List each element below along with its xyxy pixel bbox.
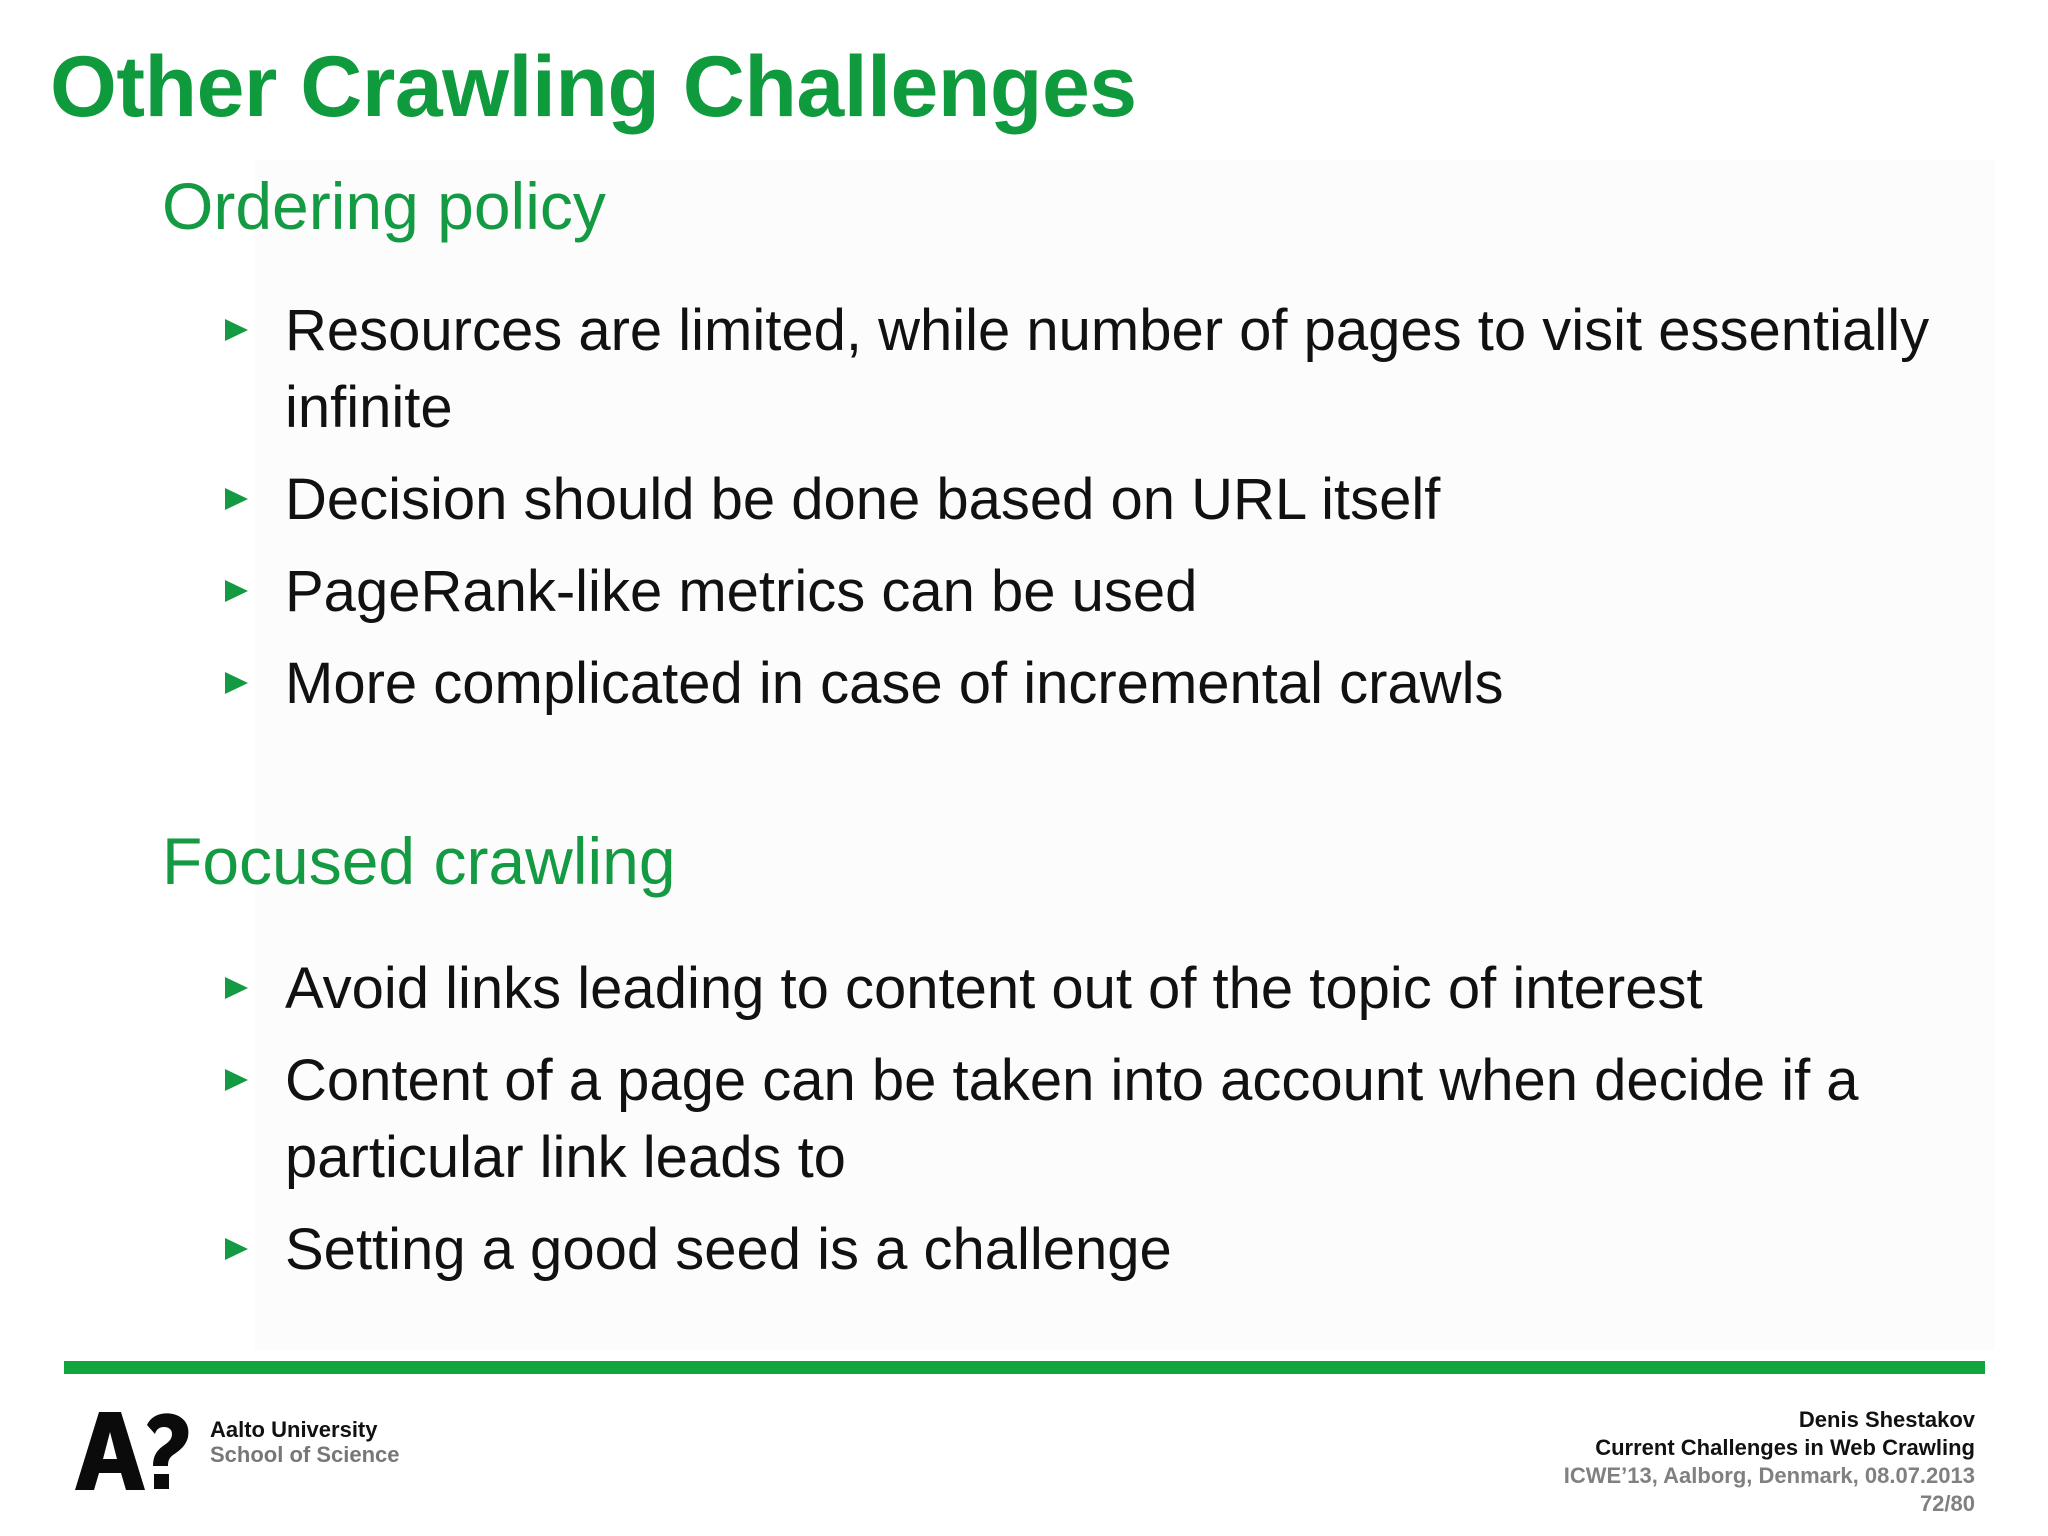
bullet-item [218,1042,1938,1196]
triangle-bullet-icon [225,488,248,510]
triangle-bullet-icon [225,319,248,341]
talk-title: Current Challenges in Web Crawling [1595,1435,1975,1460]
triangle-bullet-icon [225,1238,248,1260]
bullet-text: PageRank-like metrics can be used [285,559,1198,624]
bullet-text: Decision should be done based on URL itself [285,467,1441,532]
author-name: Denis Shestakov [1798,1407,1975,1432]
bullet-item [218,1211,1938,1288]
triangle-bullet-icon [225,580,248,602]
bullet-text: Resources are limited, while number of pages to visit essentially infinite [285,298,1930,440]
triangle-bullet-icon [225,672,248,694]
section-heading-ordering-policy: Ordering policy [162,169,606,243]
focused-crawling-bullet-list [218,950,1938,1288]
bullet-item [218,553,1938,630]
section-heading-focused-crawling: Focused crawling [162,824,676,898]
slide-title: Other Crawling Challenges [50,39,1137,135]
bullet-item [218,461,1938,538]
aalto-logo-icon [75,1412,190,1490]
triangle-bullet-icon [225,1069,248,1091]
triangle-bullet-icon [225,977,248,999]
university-name: Aalto University [210,1417,378,1442]
presentation-info [1564,1406,1975,1518]
page-number: 72/80 [1919,1491,1975,1516]
bullet-text: More complicated in case of incremental crawls [285,651,1504,716]
bullet-item [218,950,1938,1027]
bullet-text: Avoid links leading to content out of the topic of interest [285,956,1703,1021]
ordering-policy-bullet-list [218,292,1938,722]
venue-date: ICWE’13, Aalborg, Denmark, 08.07.2013 [1563,1463,1975,1488]
bullet-text: Content of a page can be taken into account when decide if a particular link leads to [285,1048,1859,1190]
bullet-item [218,292,1938,446]
footer-divider [64,1361,1985,1374]
bullet-item [218,645,1938,722]
bullet-text: Setting a good seed is a challenge [285,1217,1172,1282]
school-name: School of Science [210,1442,400,1467]
